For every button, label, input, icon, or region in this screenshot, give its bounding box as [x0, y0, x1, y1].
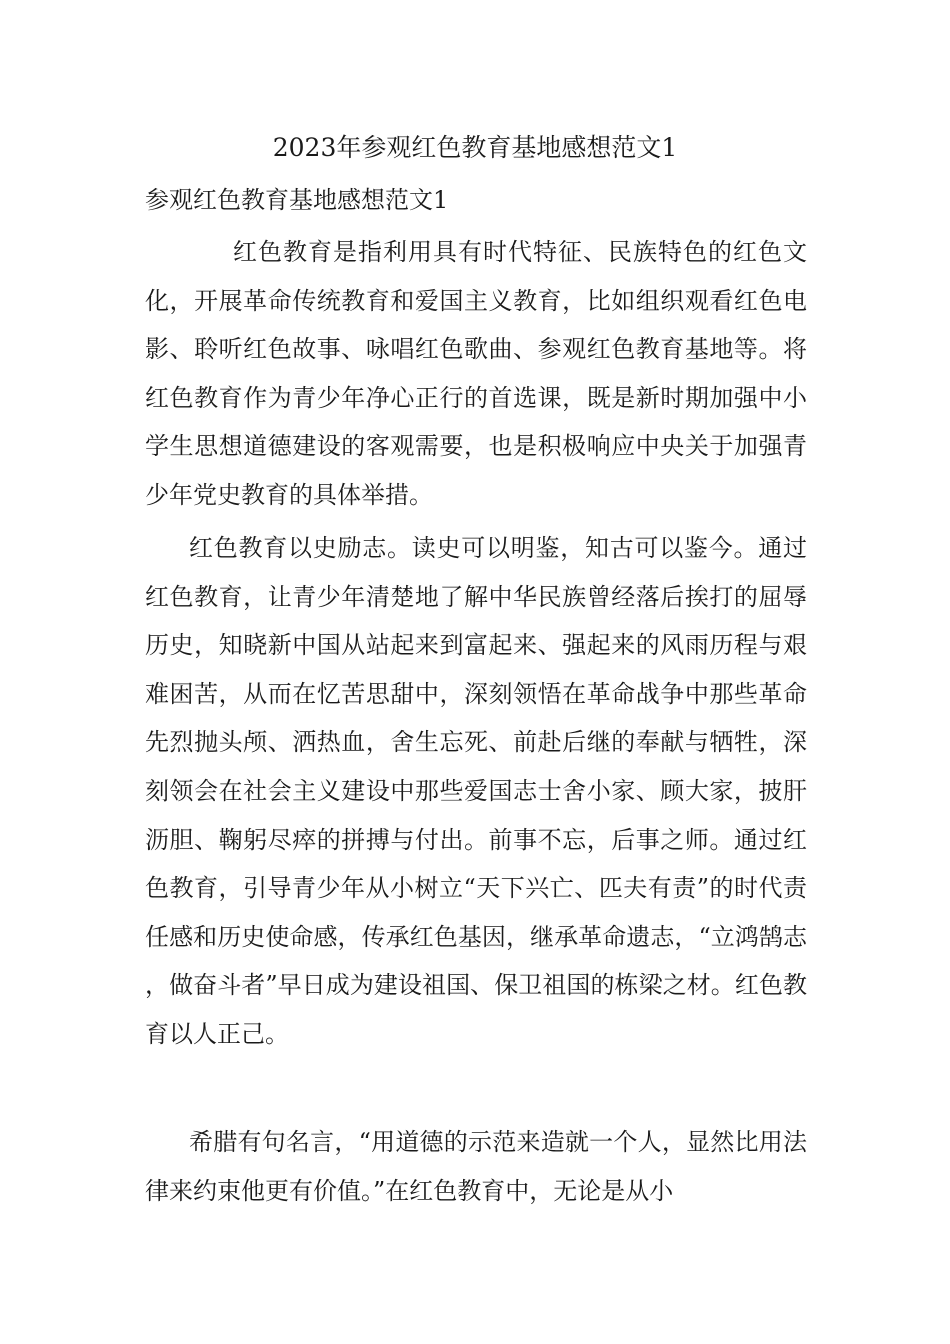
document-subtitle: 参观红色教育基地感想范文1 [145, 186, 449, 214]
paragraph-intro: 红色教育是指利用具有时代特征、民族特色的红色文化，开展革命传统教育和爱国主义教育，比如组织观看红色电影、聆听红色故事、咏唱红色歌曲、参观红色教育基地等。将红色教育作为青少年净心正行的首选课，既是新时期加强中小学生思想道德建设的客观需要，也是积极响应中央关于加强青少年党史教育的具体举措。 [145, 238, 807, 509]
document-title: 2023年参观红色教育基地感想范文1 [272, 133, 678, 162]
paragraph-history: 红色教育以史励志。读史可以明鉴，知古可以鉴今。通过红色教育，让青少年清楚地了解中华民族曾经落后挨打的屈辱历史，知晓新中国从站起来到富起来、强起来的风雨历程与艰难困苦，从而在忆苦思甜中，深刻领悟在革命战争中那些革命先烈抛头颅、洒热血，舍生忘死、前赴后继的奉献与牺牲，深刻领会在社会主义建设中那些爱国志士舍小家、顾大家，披肝沥胆、鞠躬尽瘁的拼搏与付出。前事不忘，后事之师。通过红色教育，引导青少年从小树立“天下兴亡、匹夫有责”的时代责任感和历史使命感，传承红色基因，继承革命遗志，“立鸿鹄志，做奋斗者”早日成为建设祖国、保卫祖国的栋梁之材。红色教育以人正己。 [145, 534, 807, 1048]
paragraph-quote: 希腊有句名言，“用道德的示范来造就一个人，显然比用法律来约束他更有价值。”在红色教育中，无论是从小 [145, 1128, 807, 1205]
